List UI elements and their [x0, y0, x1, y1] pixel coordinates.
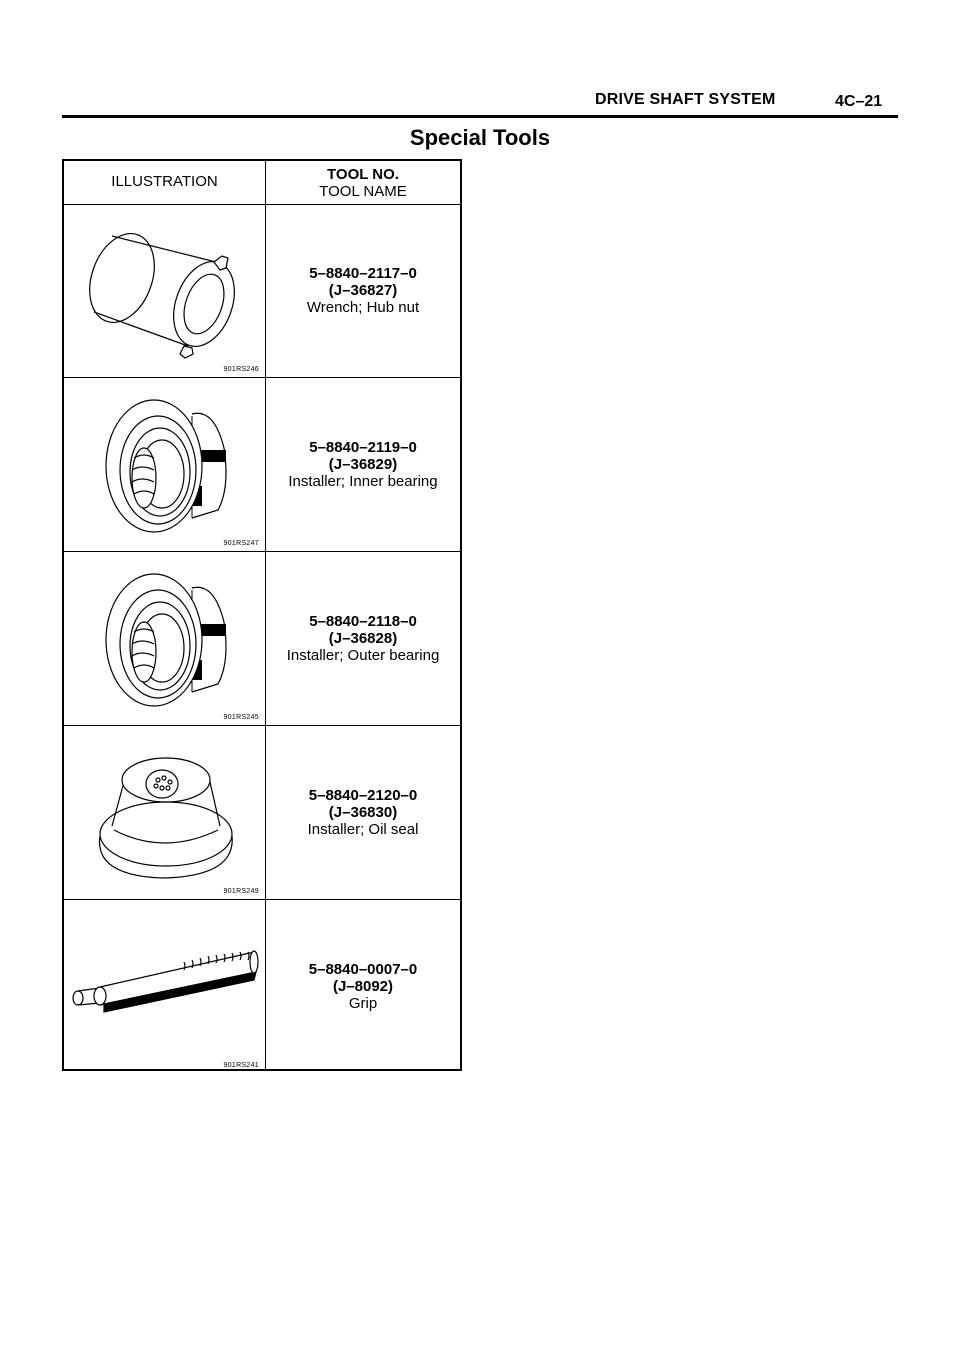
- special-tools-table: [62, 159, 462, 1071]
- figure-code: 901RS245: [223, 714, 259, 721]
- tool-j-number: (J–36827): [328, 282, 398, 299]
- table-row: [64, 900, 460, 1073]
- header-illustration: ILLUSTRATION: [111, 173, 218, 190]
- table-row: [64, 552, 460, 726]
- tool-name: Installer; Outer bearing: [286, 647, 440, 664]
- grip-handle-icon: [64, 900, 265, 1073]
- oil-seal-installer-icon: [64, 726, 265, 899]
- header-rule: [62, 115, 898, 118]
- outer-bearing-installer-icon: [64, 552, 265, 725]
- figure-code: 901RS241: [223, 1062, 259, 1069]
- header-tool: [266, 166, 460, 200]
- tool-part-number: 5–8840–2118–0: [309, 613, 417, 630]
- table-row: [64, 204, 460, 378]
- tool-j-number: (J–36829): [328, 456, 398, 473]
- inner-bearing-installer-icon: [64, 378, 265, 551]
- table-row: [64, 726, 460, 900]
- tool-info: [266, 204, 460, 377]
- figure-code: 901RS247: [223, 540, 259, 547]
- tool-name: Installer; Oil seal: [307, 821, 419, 838]
- page-title: Special Tools: [409, 125, 551, 150]
- tool-part-number: 5–8840–0007–0: [308, 961, 418, 978]
- table-row: [64, 378, 460, 552]
- tool-name: Wrench; Hub nut: [306, 299, 420, 316]
- tool-part-number: 5–8840–2120–0: [308, 787, 418, 804]
- header-tool-name: TOOL NAME: [319, 183, 407, 200]
- tool-j-number: (J–36828): [328, 630, 398, 647]
- page-number: 4C–21: [835, 93, 883, 110]
- figure-code: 901RS249: [223, 888, 259, 895]
- header-tool-no: TOOL NO.: [327, 166, 399, 183]
- figure-code: 901RS246: [223, 366, 259, 373]
- table-header: [64, 161, 460, 205]
- section-title: DRIVE SHAFT SYSTEM: [595, 91, 776, 108]
- tool-j-number: (J–8092): [332, 978, 394, 995]
- tool-info: [266, 378, 460, 551]
- tool-j-number: (J–36830): [328, 804, 398, 821]
- tool-name: Installer; Inner bearing: [288, 473, 438, 490]
- tool-name: Grip: [348, 995, 378, 1012]
- tool-part-number: 5–8840–2117–0: [309, 265, 417, 282]
- hub-nut-wrench-icon: [64, 204, 265, 377]
- tool-info: [266, 726, 460, 899]
- tool-info: [266, 900, 460, 1073]
- tool-part-number: 5–8840–2119–0: [309, 439, 417, 456]
- tool-info: [266, 552, 460, 725]
